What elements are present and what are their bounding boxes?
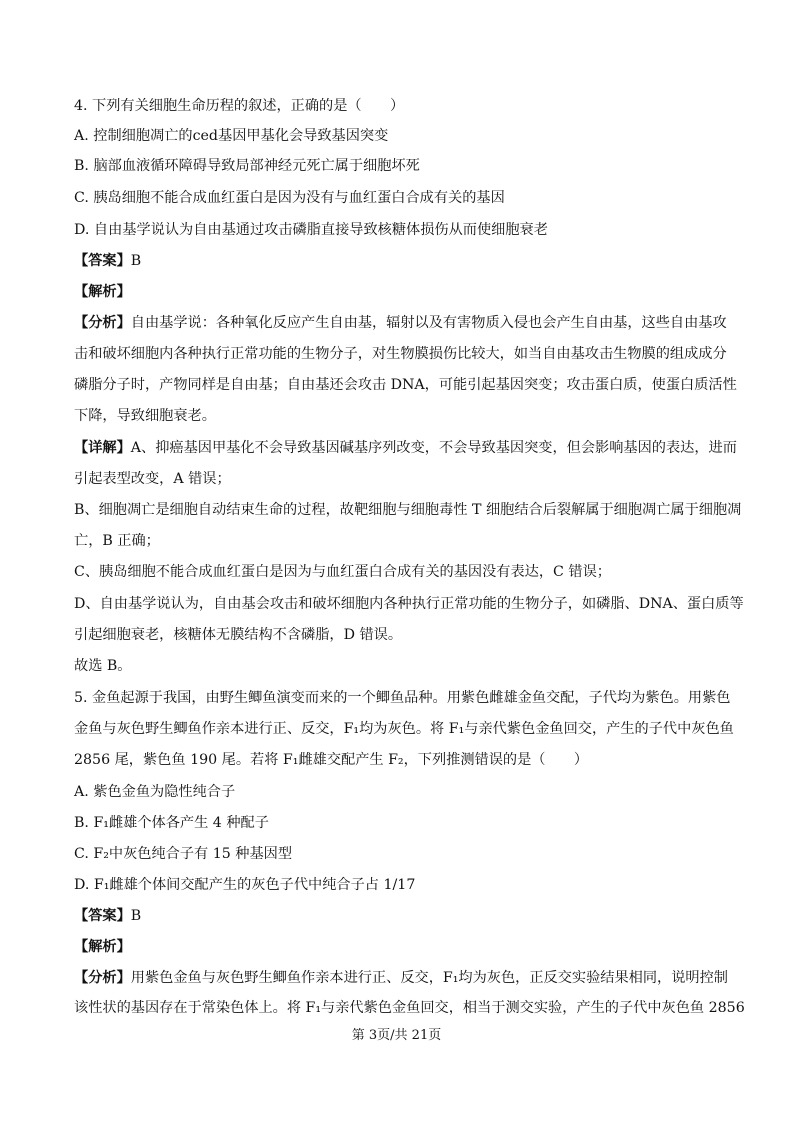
- q4-fenxi-line-2: 击和破坏细胞内各种执行正常功能的生物分子，对生物膜损伤比较大，如当自由基攻击生物膜的组成成分: [74, 346, 727, 362]
- q5-stem-line-3: 2856 尾，紫色鱼 190 尾。若将 F₁雌雄交配产生 F₂，下列推测错误的是（ ）: [74, 752, 589, 768]
- q5-answer-tag: 【答案】: [74, 908, 131, 924]
- q4-xiangjie-line-7: 引起细胞衰老，核糖体无膜结构不含磷脂，D 错误。: [74, 627, 403, 643]
- q5-answer-value: B: [130, 908, 142, 924]
- q5-option-b: B. F₁雌雄个体各产生 4 种配子: [74, 815, 269, 831]
- q4-option-c: C. 胰岛细胞不能合成血红蛋白是因为没有与血红蛋白合成有关的基因: [74, 190, 505, 206]
- q4-answer-tag: 【答案】: [74, 253, 131, 269]
- q5-option-c: C. F₂中灰色纯合子有 15 种基因型: [74, 846, 293, 862]
- q5-stem-line-2: 金鱼与灰色野生鲫鱼作亲本进行正、反交，F₁均为灰色。将 F₁与亲代紫色金鱼回交，产生的子代中灰色鱼: [74, 721, 734, 737]
- q4-xiangjie-line-6: D、自由基学说认为，自由基会攻击和破坏细胞内各种执行正常功能的生物分子，如磷脂、DNA、蛋白质等: [74, 596, 744, 612]
- q4-xiangjie-line-5: C、胰岛细胞不能合成血红蛋白是因为与血红蛋白合成有关的基因没有表达，C 错误；: [74, 564, 611, 580]
- q4-fenxi-tag: 【分析】: [74, 315, 131, 331]
- q4-option-a: A. 控制细胞凋亡的ced基因甲基化会导致基因突变: [74, 128, 389, 144]
- q5-option-d: D. F₁雌雄个体间交配产生的灰色子代中纯合子占 1/17: [74, 877, 416, 893]
- q4-answer: [74, 251, 141, 271]
- q5-stem-line-1: 5. 金鱼起源于我国，由野生鲫鱼演变而来的一个鲫鱼品种。用紫色雌雄金鱼交配，子代均为紫色。用紫色: [74, 690, 731, 706]
- q5-answer: [74, 906, 141, 926]
- q4-fenxi-line-3: 磷脂分子时，产物同样是自由基；自由基还会攻击 DNA，可能引起基因突变；攻击蛋白质，使蛋白质活性: [74, 377, 737, 393]
- page-footer: 第 3页/共 21页: [351, 1028, 442, 1043]
- q4-stem: 4. 下列有关细胞生命历程的叙述，正确的是（ ）: [74, 98, 405, 114]
- q4-analysis-tag: 【解析】: [74, 284, 131, 300]
- q4-fenxi-line-4: 下降，导致细胞衰老。: [74, 408, 216, 424]
- q4-option-d: D. 自由基学说认为自由基通过攻击磷脂直接导致核糖体损伤从而使细胞衰老: [74, 222, 548, 238]
- q4-conclusion: 故选 B。: [74, 658, 132, 674]
- q5-option-a: A. 紫色金鱼为隐性纯合子: [74, 784, 236, 800]
- q4-answer-value: B: [130, 253, 142, 269]
- q5-fenxi-line-1: 【分析】用紫色金鱼与灰色野生鲫鱼作亲本进行正、反交，F₁均为灰色，正反交实验结果相同，说明控制: [74, 970, 728, 986]
- q4-option-b: B. 脑部血液循环障碍导致局部神经元死亡属于细胞坏死: [74, 158, 420, 174]
- q5-fenxi-tag: 【分析】: [74, 970, 131, 986]
- q4-xiangjie-line-1: 【详解】A、抑癌基因甲基化不会导致基因碱基序列改变，不会导致基因突变，但会影响基因的表达，进而: [74, 440, 737, 456]
- q4-fenxi-line-1: 【分析】自由基学说：各种氧化反应产生自由基，辐射以及有害物质入侵也会产生自由基，这些自由基攻: [74, 315, 727, 331]
- q5-analysis-tag: 【解析】: [74, 939, 131, 955]
- q5-fenxi-line-2: 该性状的基因存在于常染色体上。将 F₁与亲代紫色金鱼回交，相当于测交实验，产生的子代中灰色鱼 2856: [74, 1000, 745, 1016]
- q4-xiangjie-line-3: B、细胞凋亡是细胞自动结束生命的过程，故靶细胞与细胞毒性 T 细胞结合后裂解属于细胞凋亡属于细胞凋: [74, 502, 742, 518]
- q4-xiangjie-tag: 【详解】: [74, 440, 131, 456]
- q4-xiangjie-line-4: 亡，B 正确；: [74, 533, 160, 549]
- q4-xiangjie-line-2: 引起表型改变，A 错误；: [74, 471, 231, 487]
